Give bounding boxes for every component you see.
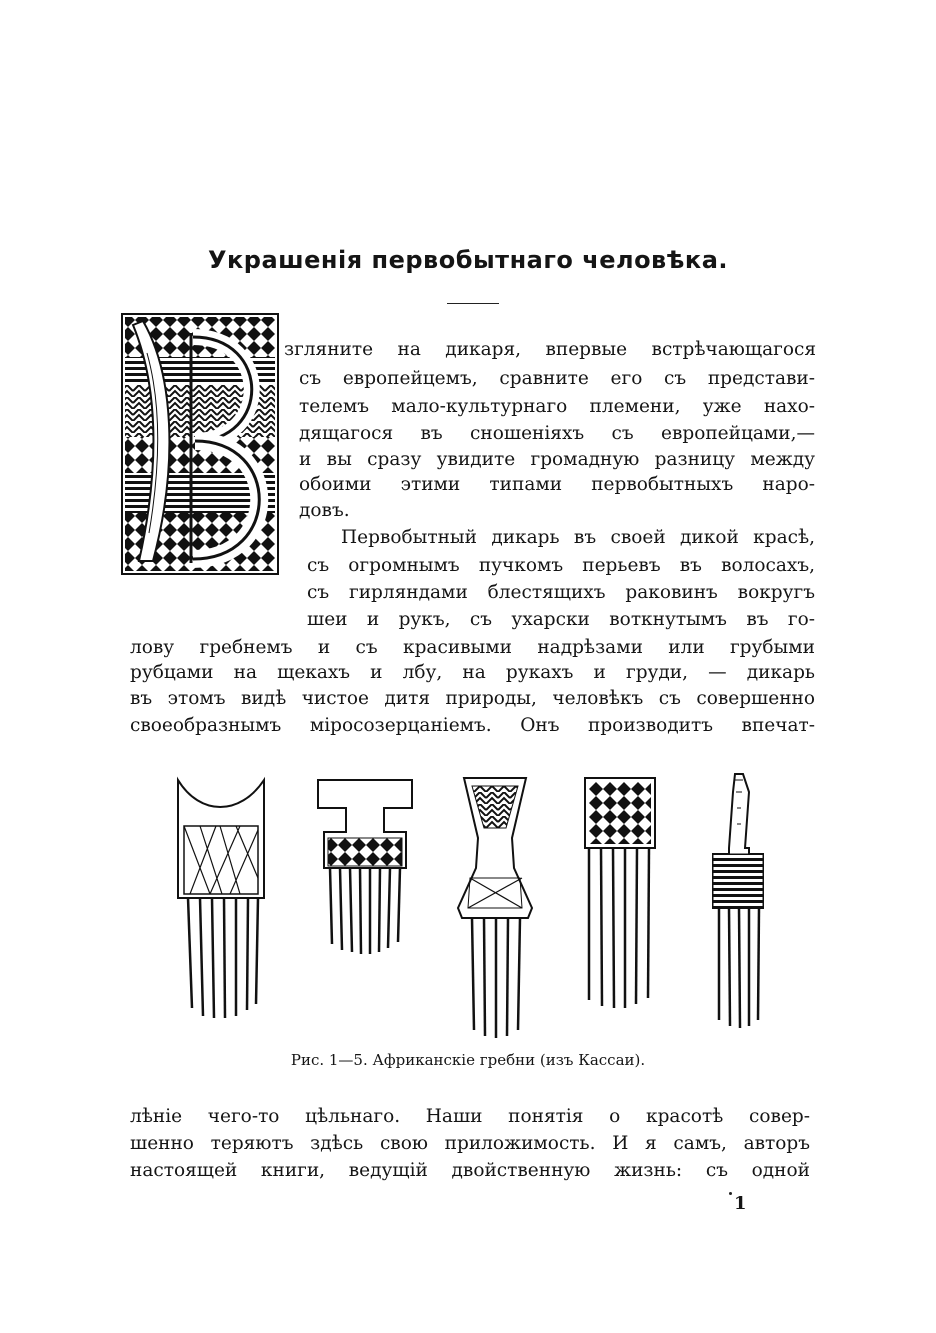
text-line: зглянитe на дикаря, впервые встрѣчающагося — [284, 339, 816, 360]
figure-african-combs — [150, 768, 810, 1043]
comb-illustration — [705, 768, 775, 1043]
comb-illustration — [310, 768, 420, 1043]
text-line: довъ. — [299, 500, 350, 521]
text-line: съ гирляндами блестящихъ раковинъ вокругъ — [307, 582, 815, 603]
comb-illustration — [450, 768, 540, 1043]
text-line: своеобразнымъ міросозерцаніемъ. Онъ производитъ впечат- — [130, 715, 815, 736]
text-line: лову гребнемъ и съ красивыми надрѣзами или грубыми — [130, 637, 815, 658]
comb-illustration — [575, 768, 665, 1043]
text-line: лѣніе чего-то цѣльнаго. Наши понятія о красотѣ совер- — [130, 1106, 810, 1127]
text-line: Первобытный дикарь въ своей дикой красѣ, — [341, 527, 815, 548]
text-line: съ европейцемъ, сравните его съ представи- — [299, 368, 815, 389]
text-line: телемъ мало-культурнаго племени, уже нахо- — [299, 396, 815, 417]
figure-caption: Рис. 1—5. Африканскіе гребни (изъ Кассаи). — [290, 1051, 646, 1069]
page-mark — [729, 1192, 732, 1195]
text-line: шеи и рукъ, съ ухарски воткнутымъ въ го- — [307, 609, 815, 630]
title-divider — [447, 303, 499, 304]
text-line: съ огромнымъ пучкомъ перьевъ въ волосахъ, — [307, 555, 815, 576]
text-line: обоими этими типами первобытныхъ наро- — [299, 474, 815, 495]
page-number: 1 — [734, 1193, 747, 1214]
chapter-title: Украшенія первобытнаго человѣка. — [207, 246, 729, 274]
text-line: и вы сразу увидите громадную разницу между — [299, 449, 815, 470]
text-line: шенно теряютъ здѣсь свою приложимость. И я самъ, авторъ — [130, 1133, 810, 1154]
drop-cap-letter-v — [121, 313, 279, 575]
text-line: дящагося въ сношеніяхъ съ европейцами,— — [299, 423, 815, 444]
text-line: рубцами на щекахъ и лбу, на рукахъ и груди, — дикарь — [130, 662, 815, 683]
text-line: въ этомъ видѣ чистое дитя природы, человѣкъ съ совершенно — [130, 688, 815, 709]
comb-illustration — [170, 768, 270, 1043]
text-line: настоящей книги, ведущій двойственную жизнь: съ одной — [130, 1160, 810, 1181]
